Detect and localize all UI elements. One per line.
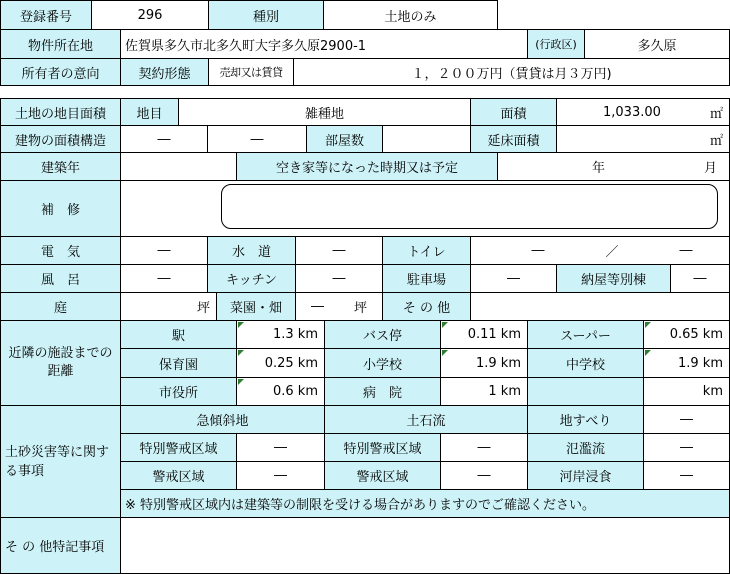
district-value: 多久原: [584, 29, 730, 59]
garden-unit: 坪: [120, 292, 217, 321]
kitchen-label: キッチン: [207, 264, 296, 293]
erosion-label: 河岸浸食: [527, 461, 644, 490]
hospital-value: 1 km: [440, 377, 528, 406]
disaster-label: 土砂災害等に関する事項: [0, 405, 121, 518]
elementary-value: 1.9 km: [440, 348, 528, 378]
slope-warning-value: ―: [236, 461, 325, 490]
other-label: そ の 他: [382, 292, 471, 321]
barn-value: ―: [670, 264, 730, 293]
bus-label: バス停: [324, 320, 441, 349]
field-dash: ―: [310, 299, 324, 314]
remarks-value: [120, 517, 730, 574]
toilet-a: ―: [531, 243, 545, 258]
bus-value: 0.11 km: [440, 320, 528, 349]
slope-label: 急傾斜地: [120, 405, 325, 434]
station-value: 1.3 km: [236, 320, 325, 349]
location-address: 佐賀県多久市北多久町大字多久原2900-1: [120, 29, 528, 59]
floor-area-label: 延床面積: [470, 125, 557, 153]
bath-label: 風 呂: [0, 264, 121, 293]
repair-label: 補 修: [0, 180, 121, 237]
district-label: (行政区): [527, 29, 585, 59]
parking-value: ―: [470, 264, 557, 293]
vacancy-label: 空き家等になった時期又は予定: [236, 152, 498, 181]
landslide-label: 地すべり: [527, 405, 644, 434]
toilet-label: トイレ: [382, 236, 471, 265]
station-label: 駅: [120, 320, 237, 349]
slope-special-label: 特別警戒区域: [120, 433, 237, 462]
debris-special-label: 特別警戒区域: [324, 433, 441, 462]
type-value: 土地のみ: [323, 0, 498, 30]
electric-value: ―: [120, 236, 208, 265]
building-label: 建物の面積構造: [0, 125, 121, 153]
slope-warning-label: 警戒区域: [120, 461, 237, 490]
building-dash-1: ―: [120, 125, 208, 153]
building-dash-2: ―: [207, 125, 307, 153]
debris-label: 土石流: [324, 405, 528, 434]
repair-bracket: [221, 184, 718, 229]
land-category-value: 雑種地: [178, 98, 471, 126]
toilet-b: ―: [679, 243, 693, 258]
junior-label: 中学校: [527, 348, 644, 378]
field-unit: 坪: [353, 301, 367, 316]
super-value: 0.65 km: [643, 320, 730, 349]
garden-label: 庭: [0, 292, 121, 321]
contract-mode: 売却又は賃貸: [208, 58, 294, 86]
water-value: ―: [295, 236, 383, 265]
nursery-value: 0.25 km: [236, 348, 325, 378]
debris-special-value: ―: [440, 433, 528, 462]
flood-label: 氾濫流: [527, 433, 644, 462]
land-area-value: 1,033.00: [603, 104, 661, 120]
vacancy-year-unit: 年: [592, 161, 606, 176]
land-label: 土地の地目面積: [0, 98, 121, 126]
year-value: [120, 152, 237, 181]
slope-special-value: ―: [236, 433, 325, 462]
rooms-value: [382, 125, 471, 153]
parking-label: 駐車場: [382, 264, 471, 293]
super-label: スーパー: [527, 320, 644, 349]
remarks-label: そ の 他特記事項: [0, 517, 121, 574]
type-label: 種別: [208, 0, 324, 30]
vacancy-value: [497, 152, 730, 181]
junior-value: 1.9 km: [643, 348, 730, 378]
toilet-value: [470, 236, 730, 265]
rooms-label: 部屋数: [306, 125, 383, 153]
kitchen-value: ―: [295, 264, 383, 293]
debris-warning-value: ―: [440, 461, 528, 490]
year-label: 建築年: [0, 152, 121, 181]
reg-label: 登録番号: [0, 0, 92, 30]
cityhall-value: 0.6 km: [236, 377, 325, 406]
landslide-value: ―: [643, 405, 730, 434]
erosion-value: ―: [643, 461, 730, 490]
disaster-note: ※ 特別警戒区域内は建築等の制限を受ける場合がありますのでご確認ください。: [120, 489, 730, 518]
nursery-label: 保育園: [120, 348, 237, 378]
water-label: 水 道: [207, 236, 296, 265]
hospital-label: 病 院: [324, 377, 441, 406]
bath-value: ―: [120, 264, 208, 293]
cityhall-label: 市役所: [120, 377, 237, 406]
flood-value: ―: [643, 433, 730, 462]
extra-facility-label: [527, 377, 644, 406]
location-label: 物件所在地: [0, 29, 121, 59]
toilet-sep: ／: [605, 245, 619, 260]
intent-label: 所有者の意向: [0, 58, 121, 86]
land-category-label: 地目: [120, 98, 179, 126]
floor-area-unit: ㎡: [556, 125, 730, 153]
elementary-label: 小学校: [324, 348, 441, 378]
price-value: １，２００万円（賃貸は月３万円): [293, 58, 730, 86]
field-value: [295, 292, 383, 321]
debris-warning-label: 警戒区域: [324, 461, 441, 490]
reg-number: 296: [91, 0, 209, 30]
nearby-label: 近隣の施設までの距離: [0, 320, 121, 406]
contract-label: 契約形態: [120, 58, 209, 86]
land-area-unit: ㎡: [709, 106, 723, 122]
land-area-label: 面積: [470, 98, 557, 126]
extra-facility-unit: km: [643, 377, 730, 406]
vacancy-month-unit: 月: [703, 161, 717, 176]
land-area-cell: [556, 98, 730, 126]
field-label: 菜園・畑: [216, 292, 296, 321]
electric-label: 電 気: [0, 236, 121, 265]
other-value: [470, 292, 730, 321]
barn-label: 納屋等別棟: [556, 264, 671, 293]
